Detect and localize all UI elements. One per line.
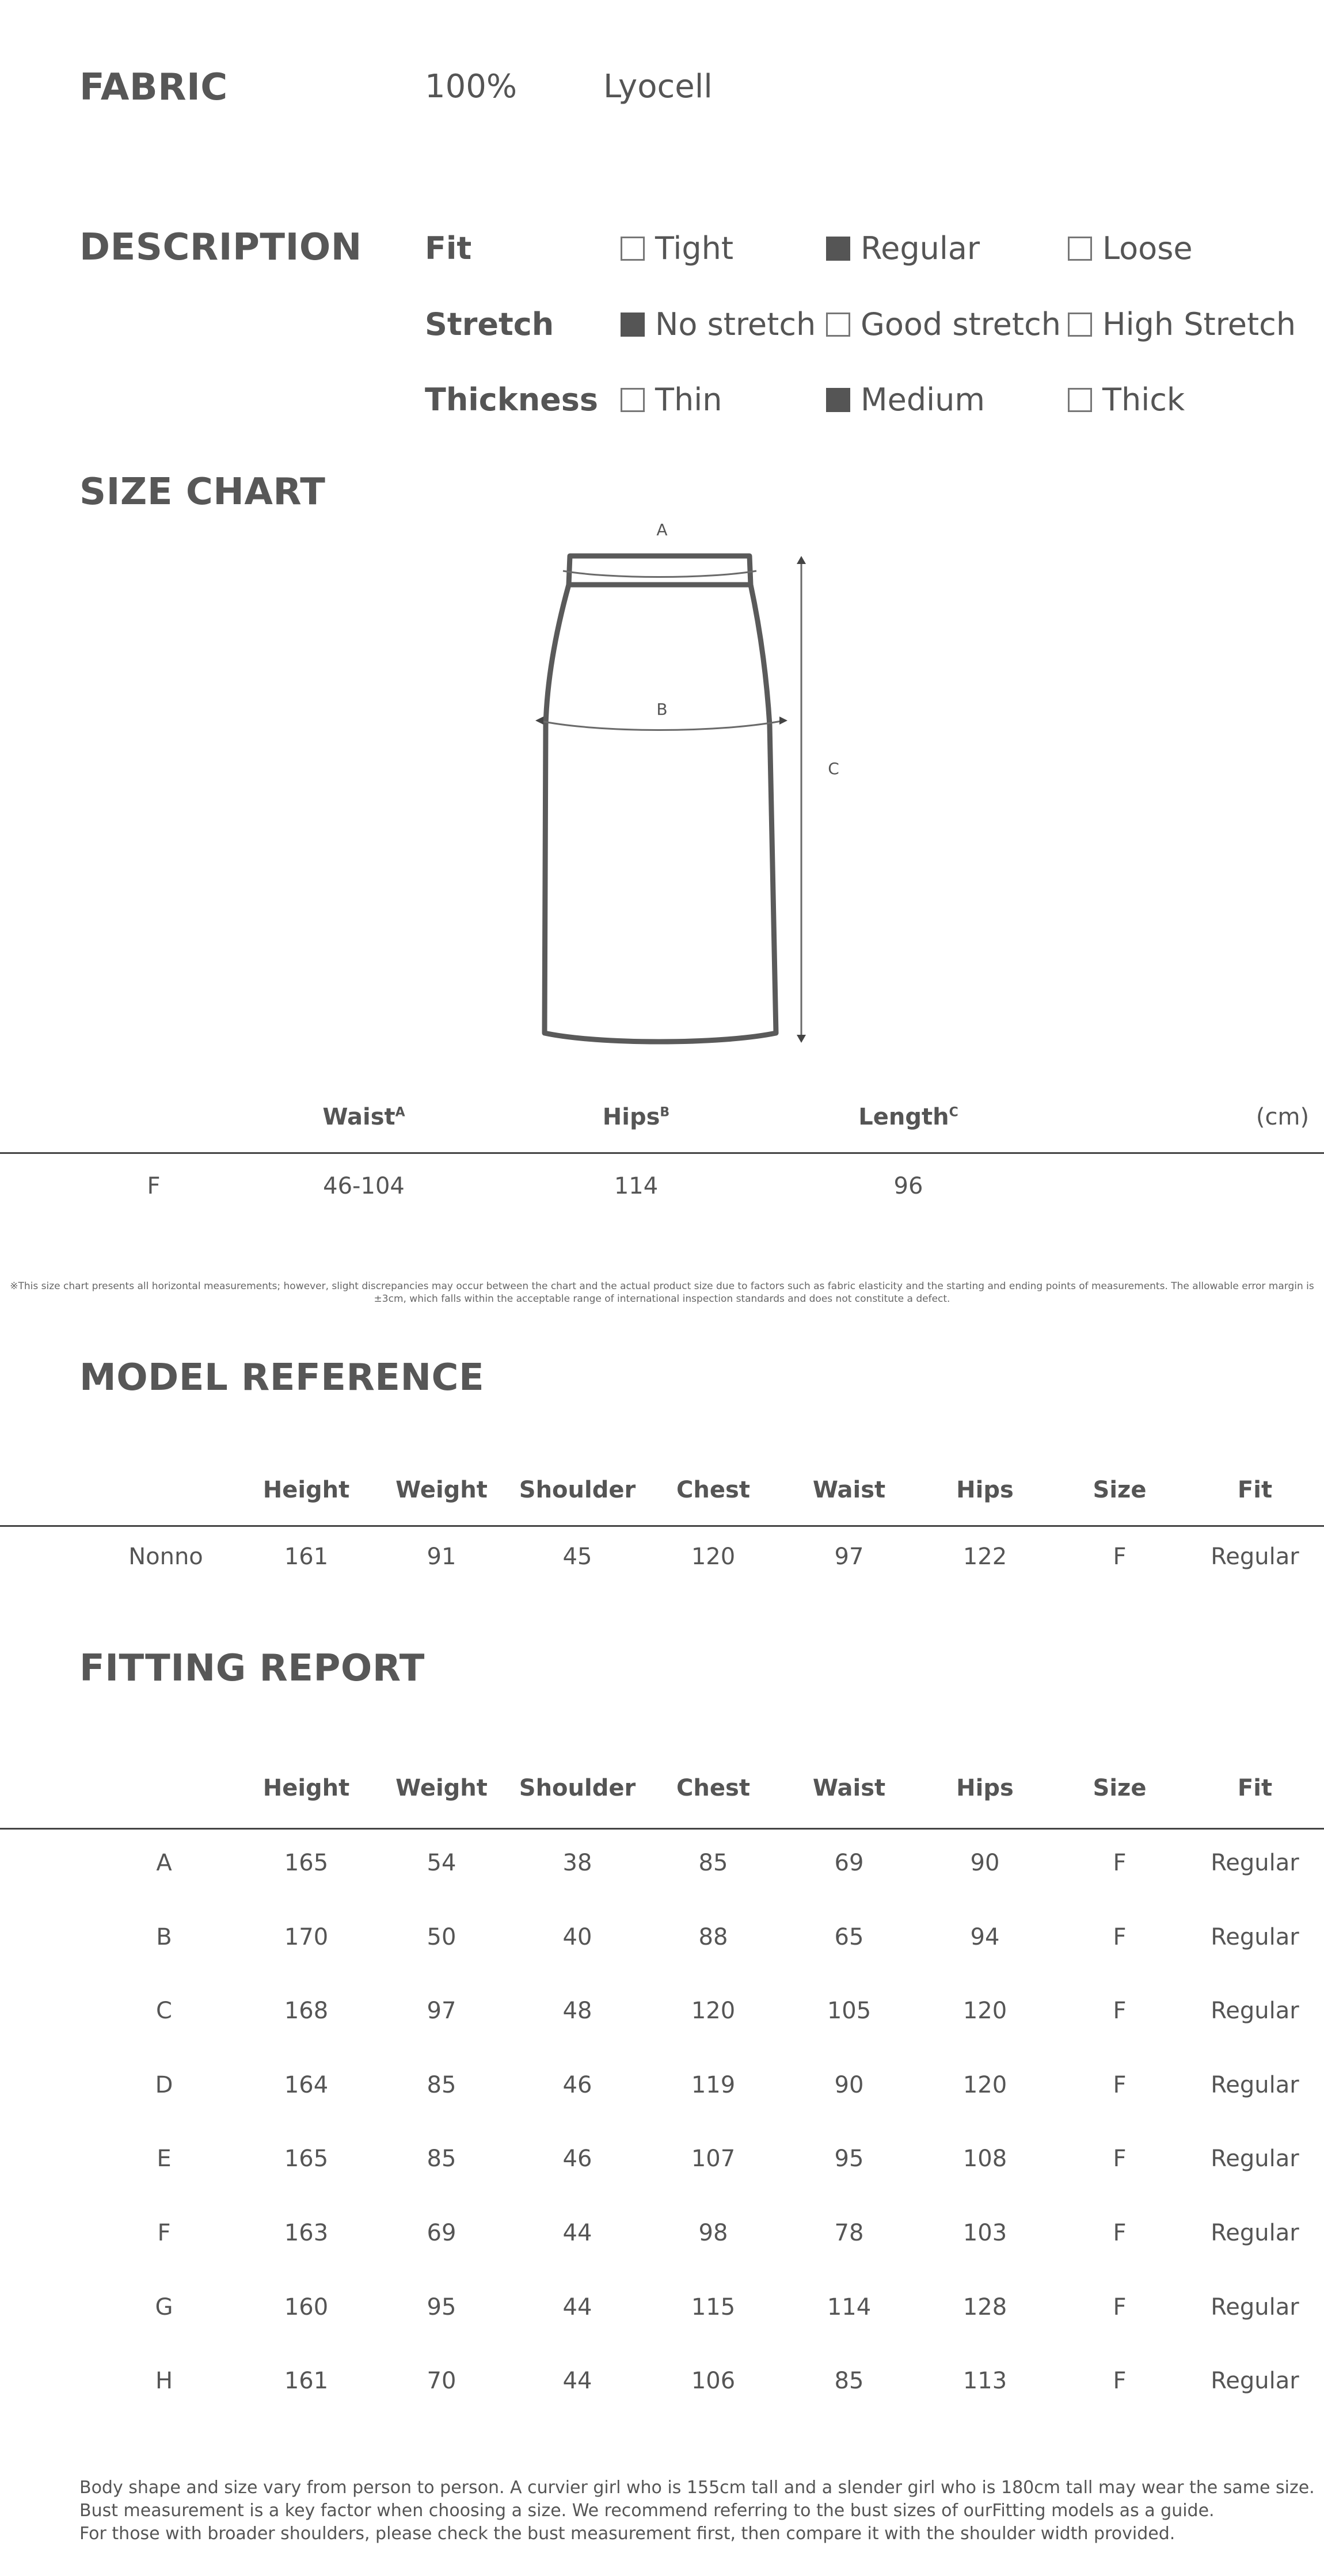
table-cell: 165 [284, 2146, 329, 2173]
table-cell: 161 [284, 2368, 329, 2395]
table-cell: 161 [284, 1544, 329, 1570]
thickness-label: Thickness [425, 382, 599, 418]
description-title: DESCRIPTION [79, 226, 362, 269]
thickness-option-medium: Medium [826, 382, 985, 418]
size-unit-label: (cm) [1255, 1104, 1310, 1130]
table-cell: Regular [1211, 2293, 1299, 2320]
table-cell: 90 [970, 1850, 1000, 1876]
table-cell: 95 [427, 2293, 456, 2320]
table-cell: 115 [691, 2293, 736, 2320]
table-cell: 88 [698, 1923, 728, 1950]
table-cell: Regular [1211, 2220, 1299, 2246]
arrow-down-icon [797, 1035, 806, 1043]
table-cell: F [1113, 2293, 1127, 2320]
table-cell: F [1113, 1998, 1127, 2025]
fabric-percent: 100% [425, 68, 518, 105]
model-reference-header: Shoulder [519, 1477, 636, 1503]
table-cell: Regular [1211, 2368, 1299, 2395]
table-cell: 120 [691, 1544, 736, 1570]
table-cell: 44 [562, 2368, 592, 2395]
model-reference-header: Hips [956, 1477, 1014, 1503]
table-cell: 97 [427, 1998, 456, 2025]
thickness-option-thick: Thick [1068, 382, 1185, 418]
table-cell: 114 [827, 2293, 872, 2320]
footer-notes [79, 2476, 1315, 2545]
size-cell-length: 96 [893, 1173, 923, 1199]
table-cell: F [1113, 2220, 1127, 2246]
table-cell: 165 [284, 1850, 329, 1876]
table-cell: Regular [1211, 1544, 1299, 1570]
table-cell: Regular [1211, 1923, 1299, 1950]
table-row-label: E [157, 2146, 172, 2173]
table-cell: 168 [284, 1998, 329, 2025]
fitting-report-header: Fit [1237, 1775, 1273, 1801]
table-cell: 85 [698, 1850, 728, 1876]
table-cell: F [1113, 1850, 1127, 1876]
stretch-option-good: Good stretch [826, 306, 1061, 342]
stretch-label: Stretch [425, 306, 554, 342]
table-cell: 94 [970, 1923, 1000, 1950]
table-cell: F [1113, 1544, 1127, 1570]
fitting-report-header: Weight [395, 1775, 488, 1801]
skirt-diagram [0, 0, 1324, 1065]
footer-line: Bust measurement is a key factor when choosing a size. We recommend referring to the bust sizes of ourFitting models as a guide. [79, 2501, 1215, 2521]
diagram-label-c: C [828, 759, 839, 778]
fit-option-regular: Regular [826, 230, 980, 266]
footer-line: Body shape and size vary from person to person. A curvier girl who is 155cm tall and a slender girl who is 180cm tall may wear the same size. [79, 2478, 1315, 2498]
table-row-label: Nonno [128, 1544, 203, 1570]
fitting-report-header: Shoulder [519, 1775, 636, 1801]
footer-line: For those with broader shoulders, please check the bust measurement first, then compare it with the shoulder width provided. [79, 2524, 1175, 2544]
table-cell: 54 [427, 1850, 456, 1876]
table-cell: 106 [691, 2368, 736, 2395]
table-cell: 107 [691, 2146, 736, 2173]
fitting-report-title: FITTING REPORT [79, 1647, 425, 1690]
table-row-label: H [155, 2368, 173, 2395]
table-cell: 85 [427, 2146, 456, 2173]
arrow-left-icon [535, 717, 543, 725]
table-cell: 70 [427, 2368, 456, 2395]
diagram-label-a: A [656, 520, 668, 539]
table-cell: 97 [834, 1544, 864, 1570]
table-cell: Regular [1211, 1850, 1299, 1876]
fit-option-loose: Loose [1068, 230, 1193, 266]
table-cell: 78 [834, 2220, 864, 2246]
fabric-title: FABRIC [79, 66, 228, 109]
fitting-report-divider [0, 1828, 1324, 1830]
model-reference-title: MODEL REFERENCE [79, 1356, 485, 1399]
table-row-label: B [156, 1923, 172, 1950]
table-cell: 40 [562, 1923, 592, 1950]
fabric-material: Lyocell [603, 68, 713, 105]
table-cell: 85 [427, 2071, 456, 2098]
skirt-body [545, 585, 776, 1042]
size-header-waist: Waist$^A$ [322, 1104, 405, 1130]
fitting-report-header: Size [1093, 1775, 1147, 1801]
table-cell: Regular [1211, 2146, 1299, 2173]
table-cell: 170 [284, 1923, 329, 1950]
table-cell: 46 [562, 2146, 592, 2173]
table-cell: 44 [562, 2220, 592, 2246]
size-chart-title: SIZE CHART [79, 471, 326, 513]
table-cell: 113 [962, 2368, 1007, 2395]
table-cell: F [1113, 2368, 1127, 2395]
table-cell: 65 [834, 1923, 864, 1950]
table-cell: 44 [562, 2293, 592, 2320]
table-cell: 69 [834, 1850, 864, 1876]
skirt-waistband [569, 556, 751, 585]
table-cell: 98 [698, 2220, 728, 2246]
model-reference-divider [0, 1525, 1324, 1527]
table-cell: 95 [834, 2146, 864, 2173]
table-cell: 69 [427, 2220, 456, 2246]
table-cell: 90 [834, 2071, 864, 2098]
model-reference-header: Fit [1237, 1477, 1273, 1503]
table-cell: 164 [284, 2071, 329, 2098]
size-cell-waist: 46-104 [323, 1173, 405, 1199]
hips-measure-line [538, 721, 784, 730]
stretch-option-none: No stretch [621, 306, 816, 342]
fit-label: Fit [425, 230, 472, 266]
waist-measure-line [563, 571, 756, 577]
model-reference-header: Height [262, 1477, 350, 1503]
model-reference-header: Waist [812, 1477, 886, 1503]
table-cell: F [1113, 1923, 1127, 1950]
table-cell: 128 [962, 2293, 1007, 2320]
size-table-divider [0, 1152, 1324, 1154]
table-cell: 38 [562, 1850, 592, 1876]
model-reference-header: Weight [395, 1477, 488, 1503]
size-header-length: Length$^C$ [858, 1104, 958, 1130]
table-cell: 85 [834, 2368, 864, 2395]
table-cell: F [1113, 2071, 1127, 2098]
table-row-label: A [156, 1850, 172, 1876]
fitting-report-header: Hips [956, 1775, 1014, 1801]
table-cell: 120 [962, 1998, 1007, 2025]
table-cell: 160 [284, 2293, 329, 2320]
stretch-option-high: High Stretch [1068, 306, 1296, 342]
table-cell: 120 [691, 1998, 736, 2025]
model-reference-header: Size [1093, 1477, 1147, 1503]
table-cell: 45 [562, 1544, 592, 1570]
size-header-hips: Hips$^B$ [602, 1104, 670, 1130]
size-cell-hips: 114 [614, 1173, 659, 1199]
arrow-up-icon [797, 556, 806, 564]
table-row-label: C [156, 1998, 172, 2025]
fitting-report-header: Waist [812, 1775, 886, 1801]
table-cell: 108 [962, 2146, 1007, 2173]
table-cell: 122 [962, 1544, 1007, 1570]
arrow-right-icon [779, 717, 787, 725]
table-cell: 91 [427, 1544, 456, 1570]
table-cell: 50 [427, 1923, 456, 1950]
table-cell: 48 [562, 1998, 592, 2025]
diagram-label-b: B [656, 700, 668, 719]
table-cell: 46 [562, 2071, 592, 2098]
thickness-option-thin: Thin [621, 382, 722, 418]
table-cell: 163 [284, 2220, 329, 2246]
table-cell: Regular [1211, 2071, 1299, 2098]
size-chart-note: ※This size chart presents all horizontal measurements; however, slight discrepancies may occur between the chart and the actual product size due to factors such as fabric elasticity and the starting and ending points of measurements. The allowable error margin is ±3cm, which falls within the acceptable range of international inspection standards and does not constitute a defect. [10, 1281, 1314, 1305]
table-cell: 119 [691, 2071, 736, 2098]
table-cell: F [1113, 2146, 1127, 2173]
table-cell: Regular [1211, 1998, 1299, 2025]
table-cell: 120 [962, 2071, 1007, 2098]
size-cell-size: F [147, 1173, 161, 1199]
fitting-report-header: Height [262, 1775, 350, 1801]
table-row-label: G [155, 2293, 173, 2320]
table-row-label: F [157, 2220, 171, 2246]
fitting-report-header: Chest [676, 1775, 750, 1801]
table-cell: 103 [962, 2220, 1007, 2246]
table-cell: 105 [827, 1998, 872, 2025]
table-row-label: D [155, 2071, 173, 2098]
model-reference-header: Chest [676, 1477, 750, 1503]
fit-option-tight: Tight [621, 230, 733, 266]
